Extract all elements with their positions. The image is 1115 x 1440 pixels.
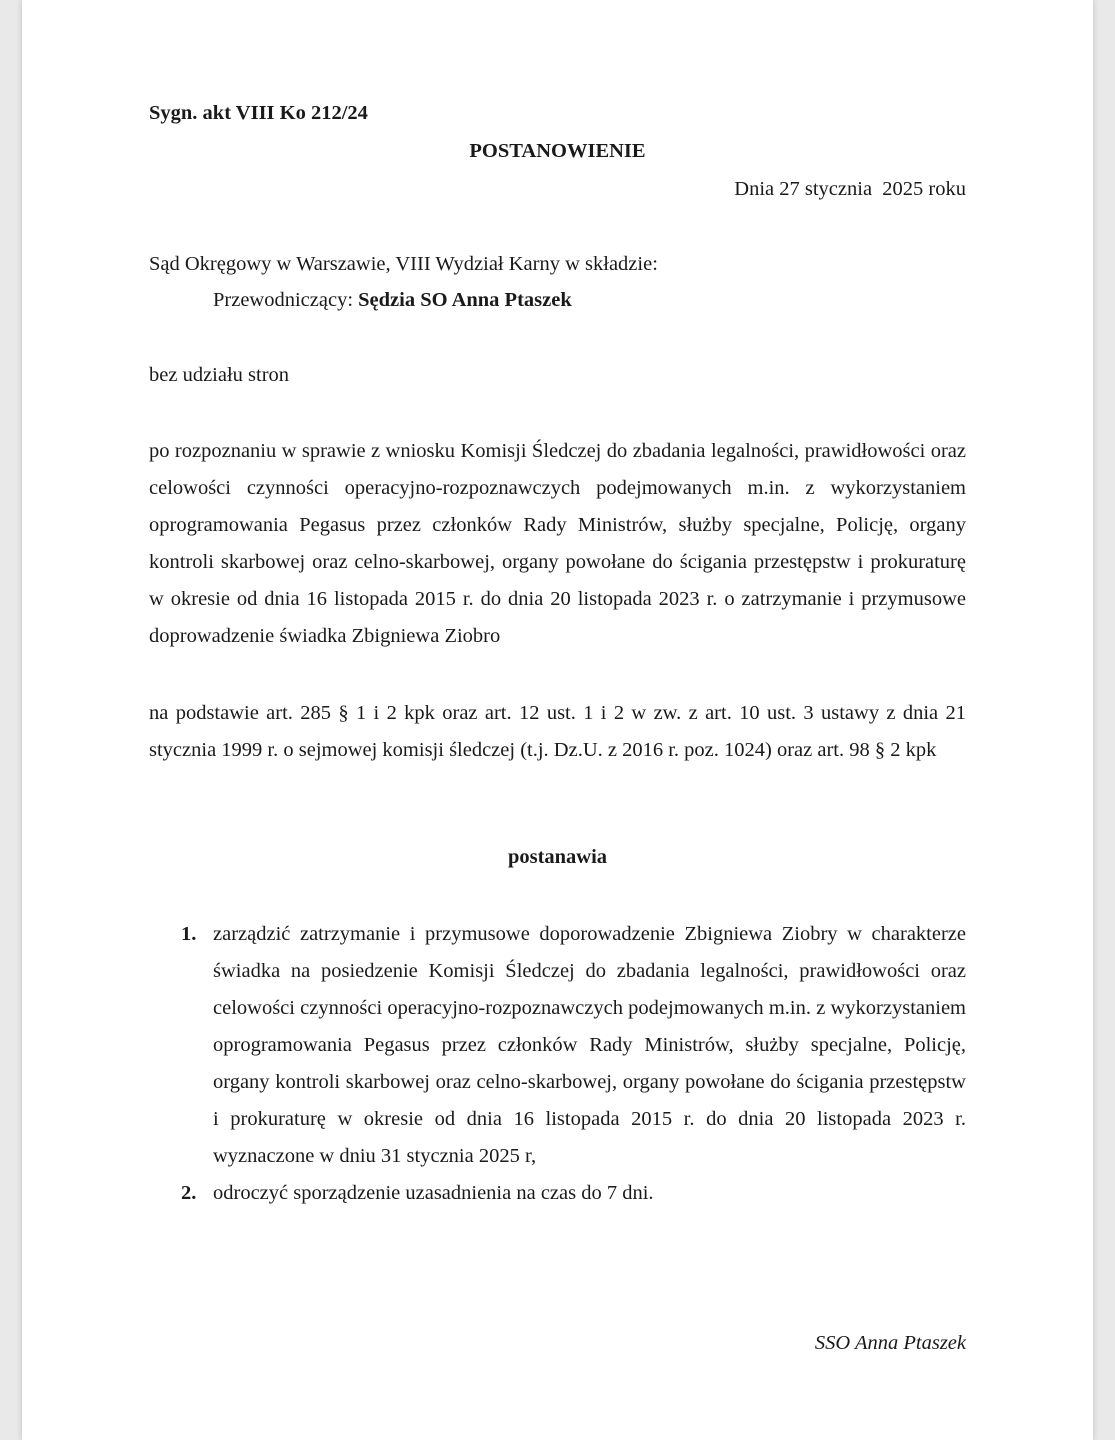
decision-item-text: zarządzić zatrzymanie i przymusowe doporowadzenie Zbigniewa Ziobry w charakterze świadka na posiedzenie Komisji Śledczej do zbadania legalności, prawidłowości oraz celowości czynności operacyjno-rozpoznawczych podejmowanych m.in. z wykorzystaniem oprogramowania Pegasus przez członków Rady Ministrów, służby specjalne, Policję, organy kontroli skarbowej oraz celno-skarbowej, organy powołane do ścigania przestępstw i prokuraturę w okresie od dnia 16 listopada 2015 r. do dnia 20 listopada 2023 r. wyznaczone w dniu 31 stycznia 2025 r, — [213, 923, 966, 1167]
judge-signature: SSO Anna Ptaszek — [814, 1332, 966, 1354]
recital-paragraph: po rozpoznaniu w sprawie z wniosku Komisji Śledczej do zbadania legalności, prawidłowości oraz celowości czynności operacyjno-rozpoznawczych podejmowanych m.in. z wykorzystaniem oprogramowania Pegasus przez członków Rady Ministrów, służby specjalne, Policję, organy kontroli skarbowej oraz celno-skarbowej, organy powołane do ścigania przestępstw i prokuraturę w okresie od dnia 16 listopada 2015 r. do dnia 20 listopada 2023 r. o zatrzymanie i przymusowe doprowadzenie świadka Zbigniewa Ziobro — [149, 440, 966, 647]
decision-list — [149, 916, 966, 1212]
case-number: Sygn. akt VIII Ko 212/24 — [149, 102, 368, 124]
decision-item — [149, 1175, 966, 1212]
decision-item-text: odroczyć sporządzenie uzasadnienia na czas do 7 dni. — [213, 1182, 654, 1204]
decision-item-number: 1. — [181, 923, 197, 945]
presiding-judge — [213, 289, 572, 312]
parties-note: bez udziału stron — [149, 364, 290, 386]
document-date: Dnia 27 stycznia 2025 roku — [734, 178, 966, 200]
decides-heading: postanawia — [507, 846, 608, 868]
court-composition: Sąd Okręgowy w Warszawie, VIII Wydział Karny w składzie: — [149, 253, 658, 275]
presiding-judge-name: Sędzia SO Anna Ptaszek — [358, 289, 572, 311]
document-page — [22, 0, 1093, 1440]
document-title: POSTANOWIENIE — [469, 140, 646, 162]
legal-basis-paragraph: na podstawie art. 285 § 1 i 2 kpk oraz art. 12 ust. 1 i 2 w zw. z art. 10 ust. 3 ustawy z dnia 21 stycznia 1999 r. o sejmowej komisji śledczej (t.j. Dz.U. z 2016 r. poz. 1024) oraz art. 98 § 2 kpk — [149, 702, 966, 761]
presiding-judge-label: Przewodniczący: — [213, 289, 359, 311]
decision-item — [149, 916, 966, 1175]
decision-item-number: 2. — [181, 1182, 197, 1204]
